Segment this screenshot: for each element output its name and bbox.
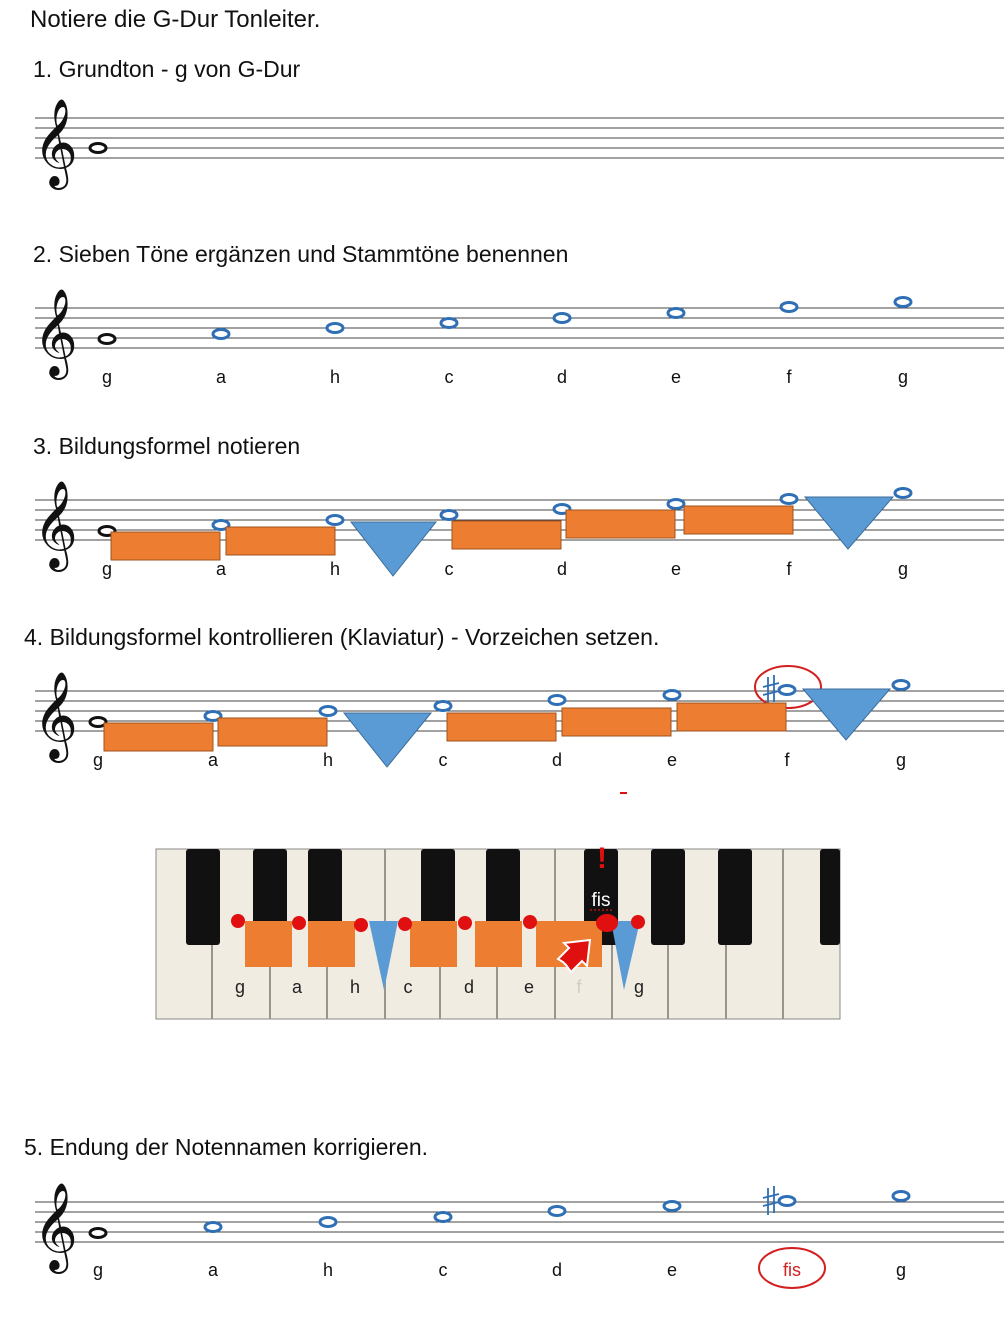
staff-2-lines	[35, 308, 1004, 348]
note-name: e	[670, 559, 682, 579]
note-name: h	[322, 1260, 334, 1280]
key-label: e	[523, 977, 535, 997]
note-name: d	[551, 1260, 563, 1280]
note-e	[664, 691, 680, 700]
note-g-high	[893, 1192, 909, 1201]
note-name: g	[895, 750, 907, 770]
whole-step-block	[111, 532, 220, 560]
whole-step-block	[452, 521, 561, 549]
note-name: a	[207, 1260, 219, 1280]
worksheet-title: Notiere die G-Dur Tonleiter.	[30, 6, 321, 33]
black-key-label: fis	[591, 890, 611, 911]
note-g-high	[895, 489, 911, 498]
note-g	[90, 144, 106, 153]
sharp-icon	[763, 675, 779, 704]
staff-2	[33, 287, 1004, 387]
note-name: c	[444, 559, 454, 579]
note-a	[205, 1223, 221, 1232]
note-h	[320, 707, 336, 716]
note-name: h	[329, 367, 341, 387]
whole-step-block	[677, 703, 786, 731]
whole-step-block	[218, 718, 327, 746]
key-label: g	[633, 977, 645, 997]
whole-step-block	[410, 921, 457, 967]
key-label: h	[349, 977, 361, 997]
note-name: g	[92, 1260, 104, 1280]
sharp-icon	[763, 1186, 779, 1215]
note-name: c	[444, 367, 454, 387]
whole-step-block	[104, 723, 213, 751]
note-h	[320, 1218, 336, 1227]
note-h	[327, 324, 343, 333]
note-d	[554, 314, 570, 323]
note-c	[435, 702, 451, 711]
note-name: a	[207, 750, 219, 770]
staff-3	[33, 479, 1004, 579]
whole-step-block	[566, 510, 675, 538]
heading-5: 5. Endung der Notennamen korrigieren.	[24, 1134, 429, 1160]
half-step-triangle	[351, 522, 436, 576]
note-e	[668, 500, 684, 509]
note-name: g	[895, 1260, 907, 1280]
note-name: a	[215, 559, 227, 579]
note-name: e	[670, 367, 682, 387]
treble-clef-icon: 𝄞	[33, 97, 78, 186]
note-name: h	[329, 559, 341, 579]
note-g	[99, 335, 115, 344]
staff-4-note-names	[93, 750, 906, 770]
note-name: c	[438, 750, 448, 770]
note-c	[441, 511, 457, 520]
note-name: g	[897, 559, 909, 579]
piano-keyboard	[156, 842, 840, 1019]
note-fis	[779, 686, 795, 695]
note-name: a	[215, 367, 227, 387]
heading-4: 4. Bildungsformel kontrollieren (Klaviatur) - Vorzeichen setzen.	[24, 624, 660, 650]
whole-step-block	[562, 708, 671, 736]
key-label: c	[403, 977, 413, 997]
note-g	[90, 1229, 106, 1238]
key-label-faded: f	[576, 977, 582, 997]
half-step-triangle	[805, 497, 893, 549]
note-name: f	[786, 367, 792, 387]
note-name: f	[784, 750, 790, 770]
key-label: d	[463, 977, 475, 997]
note-g-high	[893, 681, 909, 690]
whole-step-block	[245, 921, 292, 967]
whole-step-block	[684, 506, 793, 534]
staff-5-note-names	[93, 1260, 906, 1280]
note-name: d	[556, 559, 568, 579]
treble-clef-icon: 𝄞	[33, 287, 78, 376]
whole-step-block	[226, 527, 335, 555]
note-e	[664, 1202, 680, 1211]
whole-step-block	[308, 921, 355, 967]
heading-3: 3. Bildungsformel notieren	[33, 433, 301, 459]
staff-3-note-names	[102, 559, 908, 579]
fis-marker-dot	[596, 914, 618, 932]
note-name: g	[92, 750, 104, 770]
whole-step-block	[475, 921, 522, 967]
note-name-corrected: fis	[783, 1260, 801, 1280]
staff-2-note-names	[102, 367, 908, 387]
note-name: c	[438, 1260, 448, 1280]
note-h	[327, 516, 343, 525]
note-name: h	[322, 750, 334, 770]
note-name: d	[556, 367, 568, 387]
staff-5	[33, 1181, 1004, 1288]
note-fis	[779, 1197, 795, 1206]
note-a	[213, 330, 229, 339]
note-g-high	[895, 298, 911, 307]
note-e	[668, 309, 684, 318]
note-name: e	[666, 750, 678, 770]
treble-clef-icon: 𝄞	[33, 1181, 78, 1270]
staff-4	[33, 666, 1004, 770]
note-name: g	[101, 559, 113, 579]
note-name: d	[551, 750, 563, 770]
note-f	[781, 495, 797, 504]
heading-1: 1. Grundton - g von G-Dur	[33, 56, 301, 82]
note-f	[781, 303, 797, 312]
note-name: e	[666, 1260, 678, 1280]
note-name: g	[101, 367, 113, 387]
note-name: g	[897, 367, 909, 387]
staff-5-lines	[35, 1202, 1004, 1242]
half-step-triangle	[344, 713, 431, 767]
staff-1-lines	[35, 118, 1004, 158]
half-step-triangle	[803, 689, 890, 740]
note-name: f	[786, 559, 792, 579]
treble-clef-icon: 𝄞	[33, 670, 78, 759]
staff-1	[33, 97, 1004, 190]
treble-clef-icon: 𝄞	[33, 479, 78, 568]
key-label: a	[291, 977, 303, 997]
heading-2: 2. Sieben Töne ergänzen und Stammtöne benennen	[33, 241, 569, 267]
alert-mark: !	[597, 842, 607, 875]
note-c	[435, 1213, 451, 1222]
note-d	[549, 696, 565, 705]
note-c	[441, 319, 457, 328]
whole-step-block	[447, 713, 556, 741]
note-d	[549, 1207, 565, 1216]
key-label: g	[234, 977, 246, 997]
